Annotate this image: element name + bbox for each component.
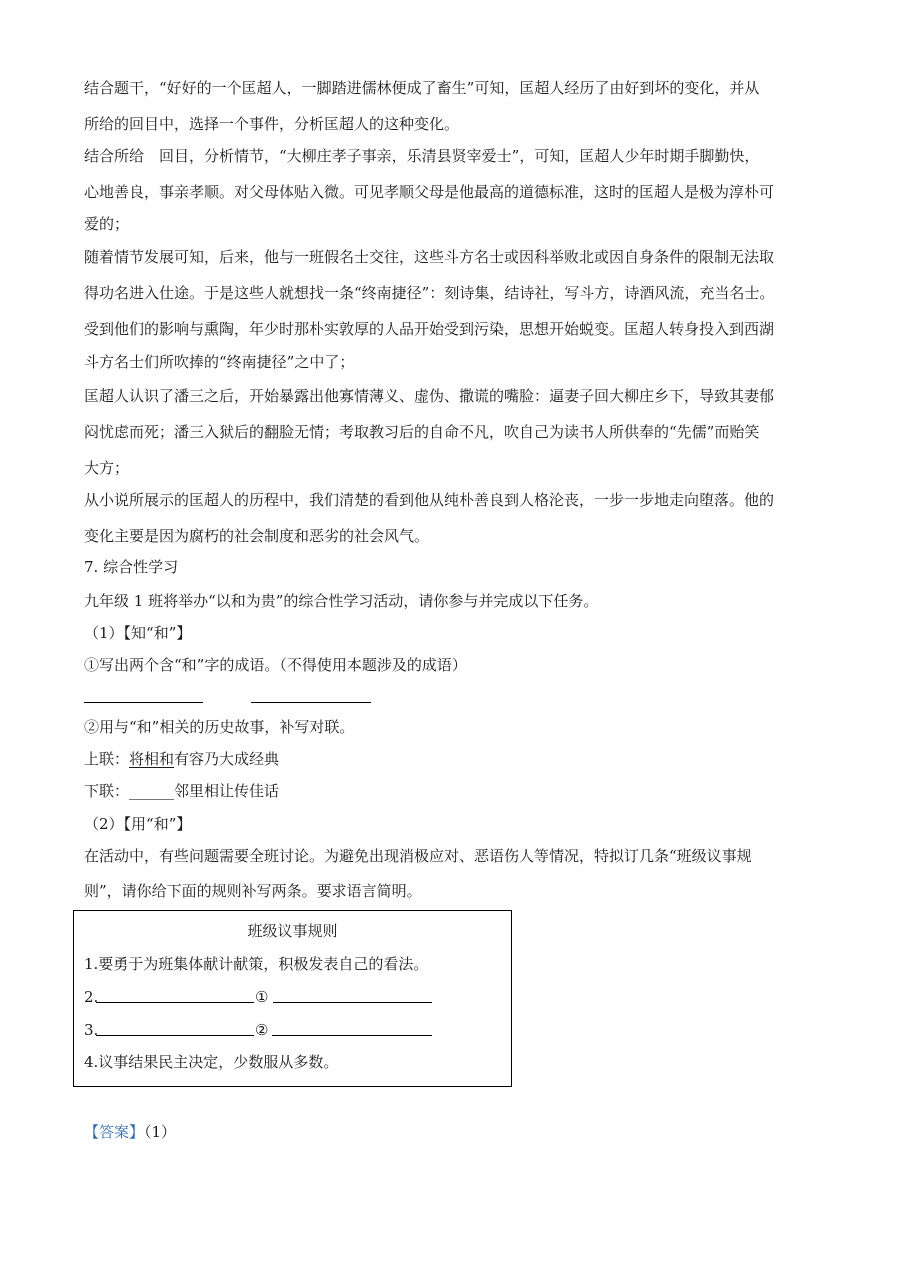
couplet-lower-label: 下联： (84, 782, 130, 800)
idiom-answer-blank-1[interactable] (84, 702, 203, 703)
question-intro: 九年级 1 班将举办“以和为贵”的综合性学习活动，请你参与并完成以下任务。 (84, 592, 599, 610)
paragraph-line: 匡超人认识了潘三之后，开始暴露出他寡情薄义、虚伪、撒谎的嘴脸：逼妻子回大柳庄乡下，导致其妻郁 (84, 387, 775, 405)
answer-text: （1） (144, 1123, 177, 1141)
couplet-lower (84, 781, 279, 801)
paragraph-line: 得功名进入仕途。于是这些人就想找一条“终南捷径”：刻诗集，结诗社，写斗方，诗酒风流，充当名士。 (84, 284, 775, 302)
paragraph-line: 闷忧虑而死；潘三入狱后的翻脸无情；考取教习后的自命不凡，吹自己为读书人所供奉的“先儒”而贻笑 (84, 423, 760, 441)
rule-2-answer-blank[interactable] (96, 1002, 254, 1003)
couplet-lower-blank[interactable]: ______ (129, 782, 175, 800)
couplet-upper-underlined: 将相和 (129, 750, 175, 768)
couplet-lower-rest: 邻里相让传佳话 (174, 782, 280, 800)
rule-3-prefix: 3. (84, 1021, 99, 1039)
rule-2-mark: ① (255, 988, 269, 1006)
paragraph-line: 结合所给 回目，分析情节，“大柳庄孝子事亲，乐清县贤宰爱士”，可知，匡超人少年时期手脚勤快， (84, 147, 760, 165)
paragraph-line: 受到他们的影响与熏陶，年少时那朴实敦厚的人品开始受到污染，思想开始蜕变。匡超人转身投入到西湖 (84, 320, 775, 338)
rule-3-answer-blank[interactable] (96, 1035, 254, 1036)
paragraph-line: 大方； (84, 459, 130, 477)
couplet-upper-label: 上联： (84, 750, 130, 768)
paragraph-line: 随着情节发展可知，后来，他与一班假名士交往，这些斗方名士或因科举败北或因自身条件的限制无法取 (84, 248, 775, 266)
rule-1: 1.要勇于为班集体献计献策，积极发表自己的看法。 (84, 955, 429, 973)
rule-4: 4.议事结果民主决定，少数服从多数。 (84, 1053, 339, 1071)
paragraph-line: 斗方名士们所吹捧的“终南捷径”之中了； (84, 353, 355, 371)
paragraph-line: 所给的回目中，选择一个事件，分析匡超人的这种变化。 (84, 115, 460, 133)
paragraph-line: 变化主要是因为腐朽的社会制度和恶劣的社会风气。 (84, 527, 430, 545)
rule-2-prefix: 2. (84, 988, 99, 1006)
couplet-upper (84, 749, 279, 769)
subquestion-1-prompt: ①写出两个含“和”字的成语。（不得使用本题涉及的成语） (84, 656, 467, 674)
subquestion-2-prompt: 则”，请你给下面的规则补写两条。要求语言简明。 (84, 882, 422, 900)
question-heading: 7. 综合性学习 (84, 558, 179, 576)
paragraph-line: 结合题干，“好好的一个匡超人，一脚踏进儒林便成了畜生”可知，匡超人经历了由好到坏的变化，并从 (84, 79, 760, 97)
couplet-upper-rest: 有容乃大成经典 (174, 750, 280, 768)
paragraph-line: 从小说所展示的匡超人的历程中，我们清楚的看到他从纯朴善良到人格沦丧，一步一步地走向堕落。他的 (84, 491, 775, 509)
rules-box-title: 班级议事规则 (247, 922, 338, 940)
rules-box (73, 910, 512, 1087)
couplet-prompt: ②用与“和”相关的历史故事，补写对联。 (84, 718, 355, 736)
subquestion-2-prompt: 在活动中，有些问题需要全班讨论。为避免出现消极应对、恶语伤人等情况，特拟订几条“班级议事规 (84, 847, 752, 865)
rule-3-mark: ② (255, 1021, 269, 1039)
answer-line (84, 1122, 176, 1142)
subquestion-2-heading: （2）【用“和”】 (84, 815, 192, 833)
answer-tag: 【答案】 (84, 1123, 145, 1141)
paragraph-line: 爱的； (84, 215, 130, 233)
rule-3-answer-blank-b[interactable] (272, 1035, 432, 1036)
paragraph-line: 心地善良，事亲孝顺。对父母体贴入微。可见孝顺父母是他最高的道德标准，这时的匡超人是极为淳朴可 (84, 183, 775, 201)
subquestion-1-heading: （1）【知“和”】 (84, 624, 192, 642)
rule-2-answer-blank-b[interactable] (273, 1002, 432, 1003)
idiom-answer-blank-2[interactable] (251, 702, 371, 703)
